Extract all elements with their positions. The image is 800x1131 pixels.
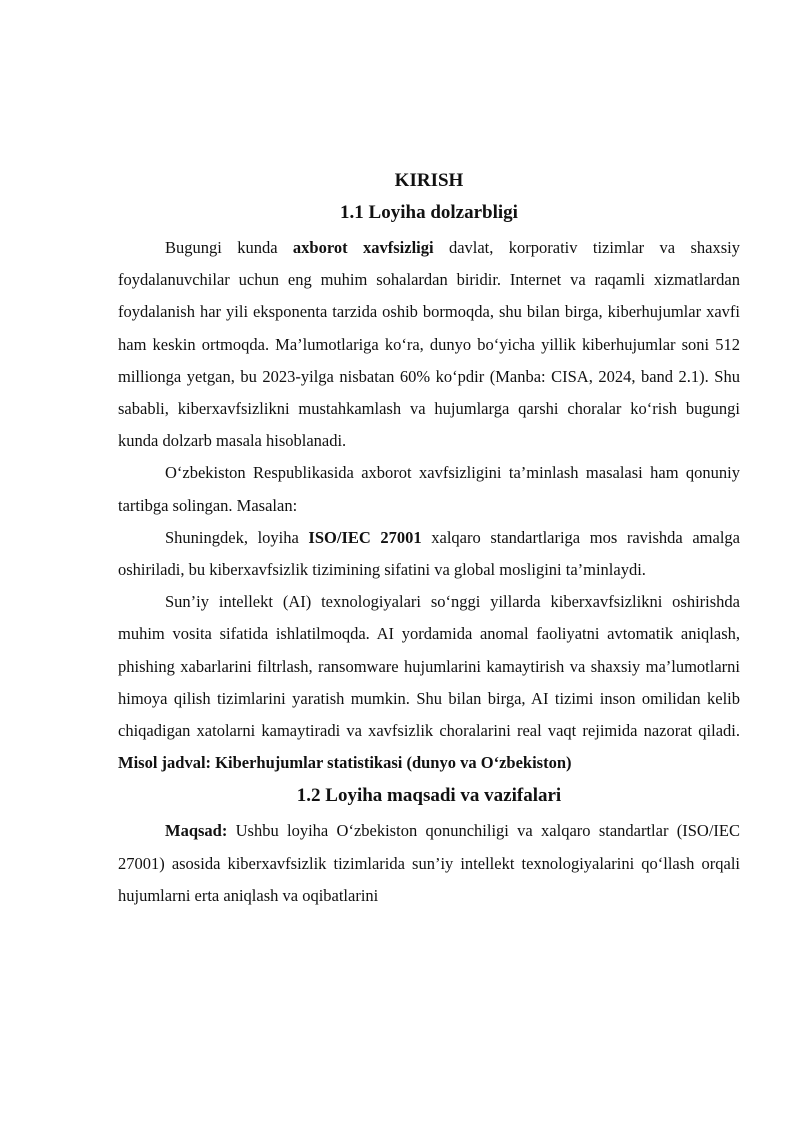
paragraph-text: davlat, korporativ tizimlar va shaxsiy foydalanuvchilar uchun eng muhim sohalardan biridir. Internet va raqamli xizmatlardan foydalanish har yili eksponenta tarzida oshib bormoqda, shu bilan birga, kiberhujumlar xavfi ham keskin ortmoqda. Ma’lumotlariga ko‘ra, dunyo bo‘yicha yillik kiberhujumlar soni 512 millionga yetgan, bu 2023-yilga nisbatan 60% ko‘pdir (Manba: CISA, 2024, band 2.1). Shu sababli, kiberxavfsizlikni mustahkamlash va hujumlarga qarshi choralar ko‘rish bugungi kunda dolzarb masala hisoblanadi. [118, 238, 741, 451]
paragraph-goal [118, 815, 740, 912]
paragraph-text: Shuningdek, loyiha [165, 527, 309, 547]
paragraph-text: O‘zbekiston Respublikasida axborot xavfsizligini ta’minlash masalasi ham qonuniy tartibga solingan. Masalan: [118, 463, 740, 515]
page-content [118, 168, 740, 912]
table-caption: Misol jadval: Kiberhujumlar statistikasi (dunyo va O‘zbekiston) [118, 753, 572, 773]
bold-term: ISO/IEC 27001 [308, 527, 422, 547]
paragraph-text: xalqaro standartlariga mos ravishda amalga oshiriladi, bu kiberxavfsizlik tizimining sifatini va global mosligini ta’minlaydi. [118, 527, 740, 580]
bold-term: Maqsad: [165, 821, 228, 841]
paragraph-text: Sun’iy intellekt (AI) texnologiyalari so‘nggi yillarda kiberxavfsizlikni oshirishda muhim vosita sifatida ishlatilmoqda. AI yordamida anomal faoliyatni avtomatik aniqlash, phishing xabarlarini filtrlash, ransomware hujumlarini kamaytirish va shaxsiy ma’lumotlarni himoya qilish tizimlarini yaratish mumkin. Shu bilan birga, AI tizimi inson omilidan kelib chiqadigan xatolarni kamaytiradi va xavfsizlik choralarini real vaqt rejimida nazorat qiladi. [118, 592, 740, 741]
chapter-title: KIRISH [394, 170, 464, 191]
paragraph-ai [118, 586, 740, 779]
paragraph-standard [118, 522, 740, 586]
section-heading-1-1: 1.1 Loyiha dolzarbligi [340, 202, 518, 223]
bold-term: axborot xavfsizligi [292, 238, 434, 257]
paragraph-text: Bugungi kunda [165, 238, 293, 257]
paragraph-text: Ushbu loyiha O‘zbekiston qonunchiligi va xalqaro standartlar (ISO/IEC 27001) asosida kiberxavfsizlik tizimlarida sun’iy intellekt texnologiyalarini qo‘llash orqali hujumlarni erta aniqlash va oqibatlarini [118, 821, 740, 905]
paragraph-relevance [118, 232, 740, 457]
paragraph-legal [118, 457, 740, 521]
section-heading-1-2: 1.2 Loyiha maqsadi va vazifalari [296, 785, 562, 807]
